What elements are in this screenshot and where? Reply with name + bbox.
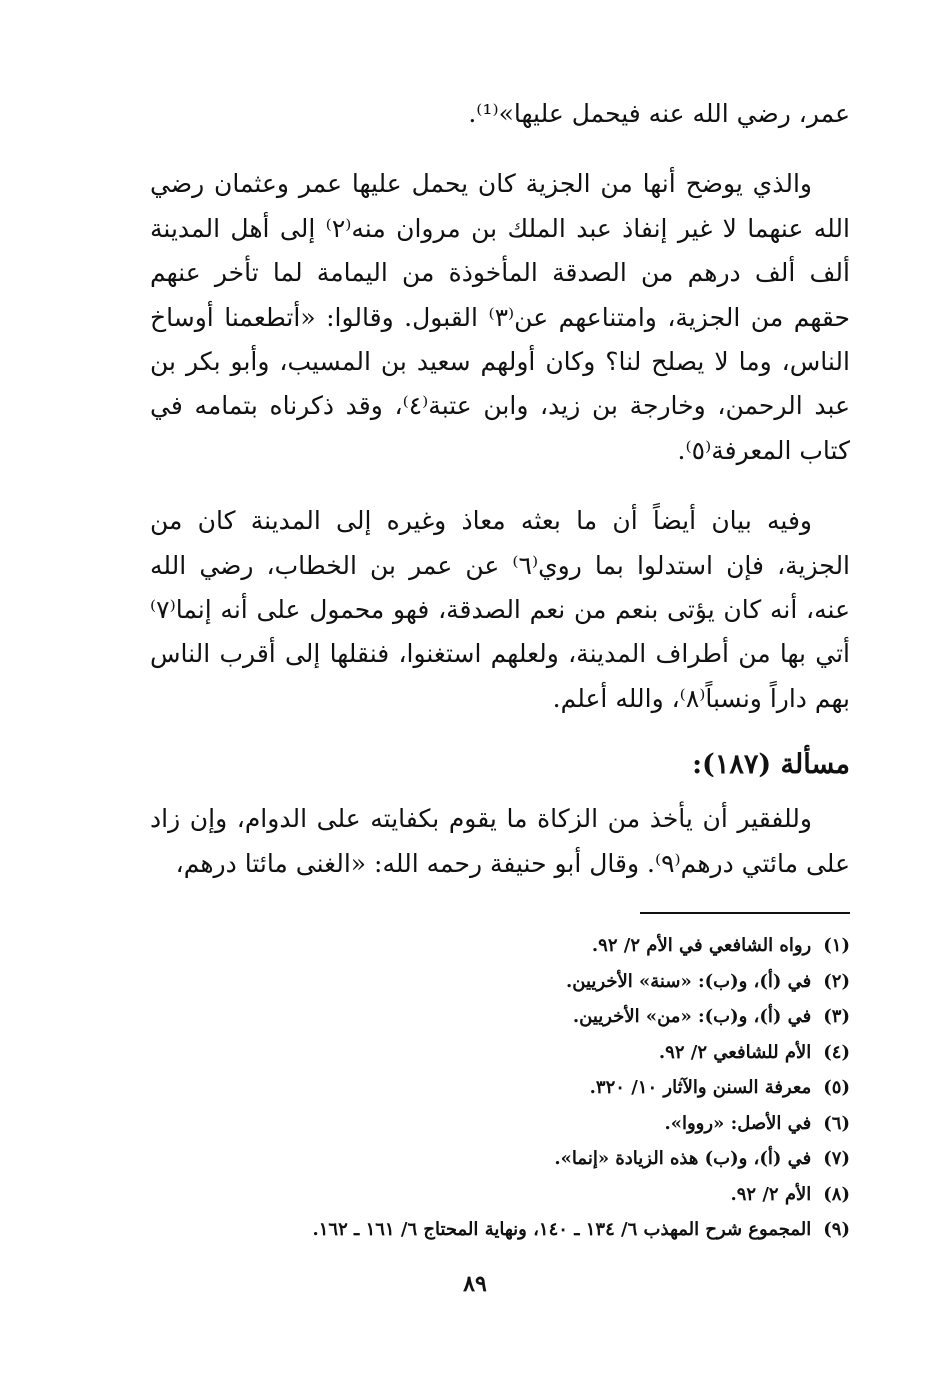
footnote-text: في (أ)، و(ب) هذه الزيادة «إنما». (554, 1148, 812, 1170)
footnote-item (150, 1212, 850, 1248)
page-content (150, 92, 850, 1248)
footnote-text: الأم ٢/ ٩٢. (730, 1183, 812, 1205)
footnote-number: (٥) (823, 1077, 850, 1099)
footnote-number: (١) (823, 935, 850, 957)
footnote-text: في (أ)، و(ب): «من» الأخريين. (572, 1006, 812, 1028)
footnote-text: في (أ)، و(ب): «سنة» الأخريين. (566, 970, 812, 992)
footnote-item (150, 928, 850, 964)
footnote-divider (640, 912, 850, 914)
footnote-item (150, 1141, 850, 1177)
footnote-item (150, 1177, 850, 1213)
footnote-number: (٩) (823, 1219, 850, 1241)
footnote-item (150, 1070, 850, 1106)
footnote-number: (٤) (823, 1041, 850, 1063)
footnote-text: معرفة السنن والآثار ١٠/ ٣٢٠. (589, 1077, 812, 1099)
footnote-item (150, 1035, 850, 1071)
footnote-number: (٣) (823, 1006, 850, 1028)
section-heading: مسألة (١٨٧): (692, 749, 850, 781)
paragraph-poor-zakat: وللفقير أن يأخذ من الزكاة ما يقوم بكفايته على الدوام، وإن زاد على مائتي درهم⁽٩⁾. وقال أبو حنيفة رحمه الله: «الغنى مائتا درهم، (150, 804, 850, 878)
footnote-list (150, 928, 850, 1248)
footnote-text: المجموع شرح المهذب ٦/ ١٣٤ ـ ١٤٠، ونهاية المحتاج ٦/ ١٦١ ـ ١٦٢. (312, 1219, 812, 1241)
footnote-text: في الأصل: «رووا». (664, 1112, 812, 1134)
footnote-number: (٨) (823, 1183, 850, 1205)
footnote-item (150, 999, 850, 1035)
paragraph-continuation: عمر، رضي الله عنه فيحمل عليها»⁽¹⁾. (468, 99, 850, 128)
footnote-item (150, 1106, 850, 1142)
footnote-number: (٦) (823, 1112, 850, 1134)
footnote-text: رواه الشافعي في الأم ٢/ ٩٢. (591, 935, 812, 957)
footnote-text: الأم للشافعي ٢/ ٩٢. (658, 1041, 812, 1063)
paragraph-muadh-explanation: وفيه بيان أيضاً أن ما بعثه معاذ وغيره إلى المدينة كان من الجزية، فإن استدلوا بما روي⁽٦⁾ عن عمر بن الخطاب، رضي الله عنه، أنه كان يؤتى بنعم من نعم الصدقة، فهو محمول على أنه إنما⁽٧⁾ أتي بها من أطراف المدينة، ولعلهم استغنوا، فنقلها إلى أقرب الناس بهم داراً ونسباً⁽٨⁾، والله أعلم. (150, 506, 851, 713)
footnote-item (150, 964, 850, 1000)
footnote-number: (٧) (823, 1148, 850, 1170)
page-number: ٨٩ (463, 1271, 487, 1297)
footnote-number: (٢) (823, 970, 850, 992)
paragraph-jizya-evidence: والذي يوضح أنها من الجزية كان يحمل عليها عمر وعثمان رضي الله عنهما لا غير إنفاذ عبد الملك بن مروان منه⁽٢⁾ إلى أهل المدينة ألف ألف درهم من الصدقة المأخوذة من اليمامة لما تأخر عنهم حقهم من الجزية، وامتناعهم عن⁽٣⁾ القبول. وقالوا: «أتطعمنا أوساخ الناس، وما لا يصلح لنا؟ وكان أولهم سعيد بن المسيب، وأبو بكر بن عبد الرحمن، وخارجة بن زيد، وابن عتبة⁽٤⁾، وقد ذكرناه بتمامه في كتاب المعرفة⁽٥⁾. (150, 169, 850, 465)
